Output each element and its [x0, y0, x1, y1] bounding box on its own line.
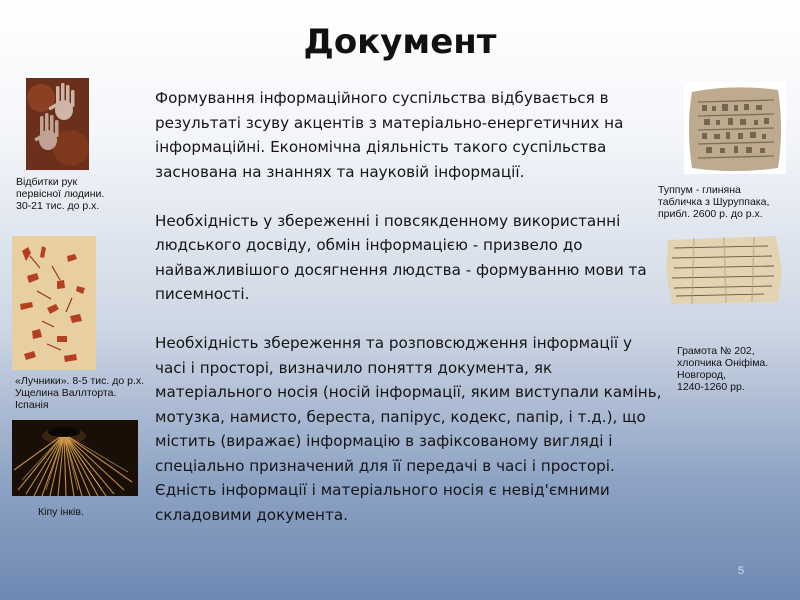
paragraph-language-writing: Необхідність у збереженні і повсякденному використанні людського досвіду, обмін інформацією - призвело до найважливішого досягнення людства - формуванню мови та писемності. [155, 211, 647, 303]
hand-prints-caption: Відбитки рук первісної людини. 30-21 тис. до р.х. [16, 176, 105, 212]
clay-tablet-image [684, 82, 786, 174]
birch-bark-letter-image [664, 232, 784, 306]
slide-number: 5 [738, 565, 745, 577]
paragraph-document-definition: Необхідність збереження та розповсюдження інформації у часі і просторі, визначило поняття документа, як матеріального носія (носій інформації, яким виступали камінь, мотузка, намисто, береста, папірус, кодекс, папір, і т.д.), що містить (виражає) інформацію в зафіксованому вигляді і спеціально призначений для її передачі в часі і просторі. Єдність інформації і матеріального носія є невід'ємними складовими документа. [155, 334, 662, 524]
slide-title: Документ [303, 22, 497, 62]
quipu-caption: Кіпу інків. [38, 506, 84, 518]
paragraph-information-society: Формування інформаційного суспільства відбувається в результаті зсуву акцентів з матеріально-енергетичних на інформаційні. Економічна діяльність такого суспільства заснована на знаннях та науковій інформації. [155, 89, 624, 181]
birch-bark-caption: Грамота № 202, хлопчика Оніфіма. Новгород, 1240-1260 рр. [677, 345, 769, 393]
hand-prints-image [26, 78, 89, 170]
archers-caption: «Лучники». 8-5 тис. до р.х. Ущелина Валлторта. Іспанія [15, 375, 145, 411]
archers-painting-image [12, 236, 96, 370]
body-text [155, 86, 665, 552]
quipu-image [12, 420, 138, 496]
clay-tablet-caption: Туппум - глиняна табличка з Шуруппака, прибл. 2600 р. до р.х. [658, 184, 770, 220]
